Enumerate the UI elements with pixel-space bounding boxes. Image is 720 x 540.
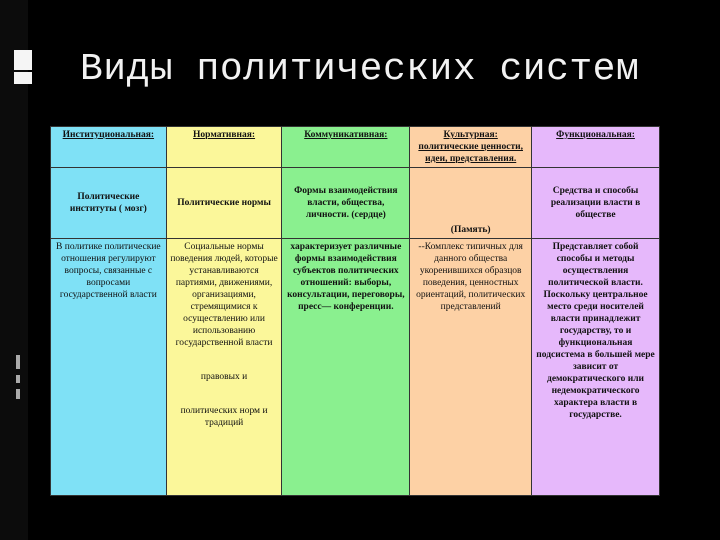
name-cultural: (Память) xyxy=(410,168,532,239)
decor-line-3 xyxy=(16,389,20,399)
name-normative: Политические нормы xyxy=(166,168,282,239)
table-header-row xyxy=(51,127,660,168)
table-desc-row xyxy=(51,239,660,496)
decor-square-2 xyxy=(14,72,32,84)
desc-communicative: характеризует различные формы взаимодействия субъектов политических отношений: выборы, консультации, переговоры, пресс— конференции. xyxy=(282,239,410,496)
header-cultural: Культурная: политические ценности, идеи, представления. xyxy=(410,127,532,168)
name-communicative: Формы взаимодействия власти, общества, личности. (сердце) xyxy=(282,168,410,239)
header-functional: Функциональная: xyxy=(532,127,660,168)
desc-institutional: В политике политические отношения регулируют вопросы, связанные с вопросами государственной власти xyxy=(51,239,167,496)
decor-line-1 xyxy=(16,355,20,369)
table-names-row xyxy=(51,168,660,239)
desc-normative-extra-1: правовых и xyxy=(200,372,248,382)
desc-functional: Представляет собой способы и методы осуществления политической власти. Поскольку центральное место среди носителей власти принадлежит государству, то и функциональная подсистема в большей мере зависит от демократического или недемократического характера власти в государстве. xyxy=(532,239,660,496)
name-institutional: Политические институты ( мозг) xyxy=(51,168,167,239)
header-normative: Нормативная: xyxy=(166,127,282,168)
decor-line-2 xyxy=(16,375,20,383)
header-institutional: Институциональная: xyxy=(51,127,167,168)
desc-normative-extra-2: политических норм и традиций xyxy=(180,406,268,428)
slide-title: Виды политических систем xyxy=(80,48,640,91)
header-communicative: Коммуникативная: xyxy=(282,127,410,168)
systems-table xyxy=(50,126,660,496)
desc-normative xyxy=(166,239,282,496)
desc-cultural: --Комплекс типичных для данного общества укоренившихся образцов поведения, ценностных ориентаций, политических представлений xyxy=(410,239,532,496)
desc-normative-text: Социальные нормы поведения людей, которые устанавливаются партиями, движениями, организациями, стремящимися к осуществлению или использованию государственной власти xyxy=(170,242,278,348)
name-functional: Средства и способы реализации власти в обществе xyxy=(532,168,660,239)
decor-square-1 xyxy=(14,50,32,70)
